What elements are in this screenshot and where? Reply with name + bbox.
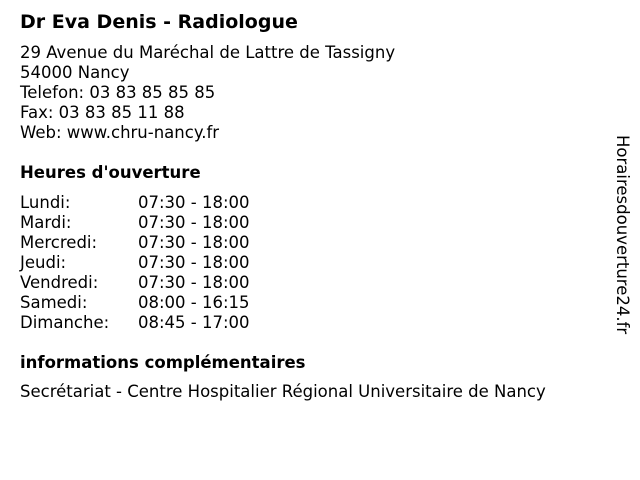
day-label: Vendredi: [20,273,99,292]
additional-info-text: Secrétariat - Centre Hospitalier Régional Universitaire de Nancy [20,382,546,401]
time-range: 07:30 - 18:00 [138,233,250,252]
hours-row-thursday [20,253,600,273]
time-range: 07:30 - 18:00 [138,253,250,272]
hours-row-tuesday [20,213,600,233]
day-label: Dimanche: [20,313,110,332]
contact-block [20,43,600,143]
day-label: Mardi: [20,213,72,232]
additional-info-heading: informations complémentaires [20,353,306,372]
time-range: 07:30 - 18:00 [138,273,250,292]
site-watermark: Horairesdouverture24.fr [613,135,632,335]
day-label: Mercredi: [20,233,98,252]
hours-row-wednesday [20,233,600,253]
time-range: 08:45 - 17:00 [138,313,250,332]
hours-row-monday [20,193,600,213]
address-street: 29 Avenue du Maréchal de Lattre de Tassigny [20,43,396,62]
day-label: Samedi: [20,293,88,312]
hours-row-friday [20,273,600,293]
phone-number: Telefon: 03 83 85 85 85 [20,83,216,102]
opening-hours-table [20,193,600,333]
listing-card [20,10,600,402]
opening-hours-heading: Heures d'ouverture [20,163,201,182]
page-title: Dr Eva Denis - Radiologue [20,11,298,33]
time-range: 08:00 - 16:15 [138,293,250,312]
hours-row-saturday [20,293,600,313]
day-label: Lundi: [20,193,71,212]
address-city: 54000 Nancy [20,63,130,82]
fax-number: Fax: 03 83 85 11 88 [20,103,185,122]
time-range: 07:30 - 18:00 [138,193,250,212]
day-label: Jeudi: [20,253,67,272]
website-text: Web: www.chru-nancy.fr [20,123,220,142]
hours-row-sunday [20,313,600,333]
time-range: 07:30 - 18:00 [138,213,250,232]
